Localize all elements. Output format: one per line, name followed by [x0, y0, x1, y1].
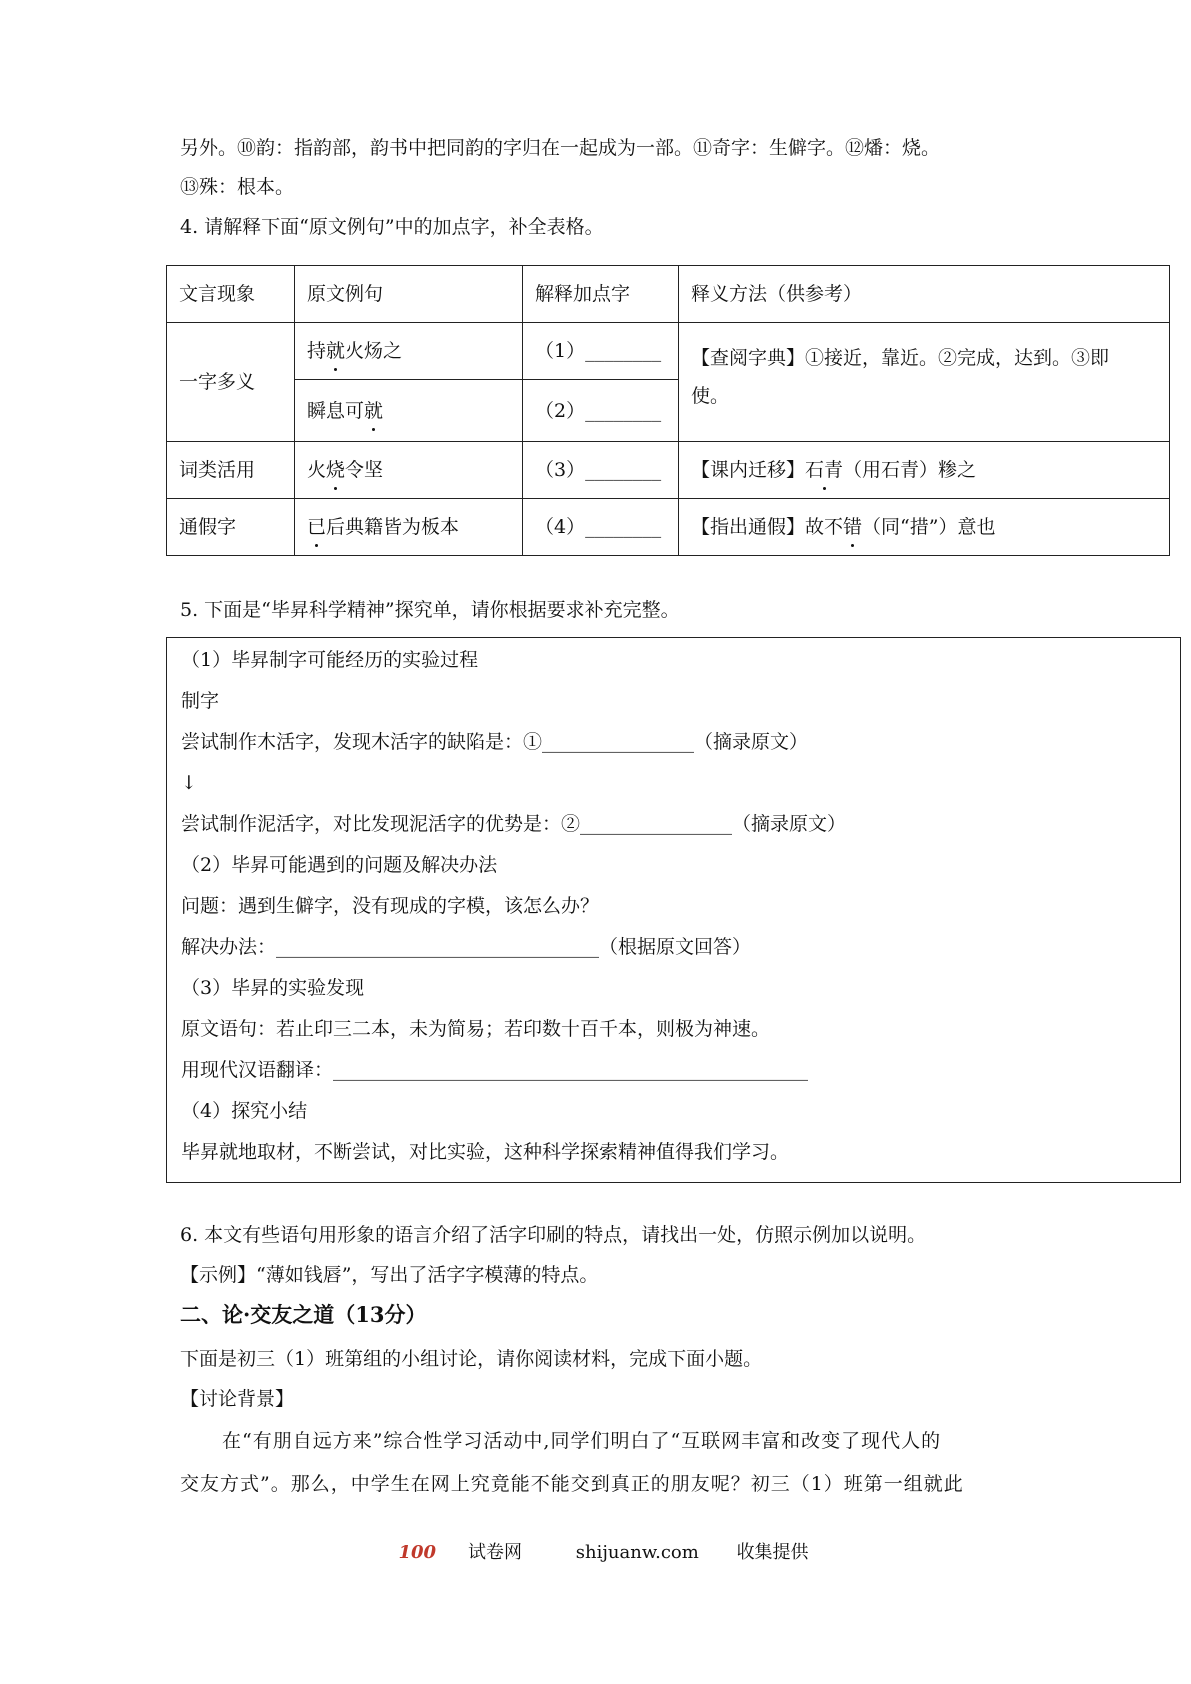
table-row — [167, 323, 1170, 380]
q5-worksheet-box — [166, 637, 1181, 1183]
question-6-prompt: 6. 本文有些语句用形象的语言介绍了活字印刷的特点，请找出一处，仿照示例加以说明。 — [180, 1224, 927, 1246]
site-domain: shijuanw.com — [575, 1542, 699, 1563]
header-cell: 释义方法（供参考） — [679, 266, 1170, 323]
category-cell: 一字多义 — [167, 323, 295, 442]
question-5-prompt: 5. 下面是“毕昇科学精神”探究单，请你根据要求补充完整。 — [180, 599, 680, 621]
logo-icon: 100 — [398, 1542, 437, 1563]
worksheet-line: 毕昇就地取材，不断尝试，对比实验，这种科学探索精神值得我们学习。 — [181, 1141, 790, 1163]
section-title: （2）毕昇可能遇到的问题及解决办法 — [181, 854, 498, 876]
example-cell: 持就火炀之 — [295, 323, 523, 380]
background-paragraph-line-1: 在“有朋自远方来”综合性学习活动中,同学们明白了“互联网丰富和改变了现代人的 — [222, 1430, 942, 1452]
dotted-char: 石青 — [805, 459, 844, 481]
method-cell: 【指出通假】故不错（同“措”）意也 — [679, 499, 1170, 556]
dotted-char: 就 — [364, 399, 384, 422]
worksheet-line: 原文语句：若止印三二本，未为简易；若印数十百千本，则极为神速。 — [181, 1018, 771, 1040]
answer-blank: （4）________ — [523, 499, 679, 556]
method-cell: 【课内迁移】石青（用石青）糁之 — [679, 442, 1170, 499]
example-cell: 瞬息可就 — [295, 380, 523, 442]
header-cell: 原文例句 — [295, 266, 523, 323]
table-row — [167, 442, 1170, 499]
section-title: （3）毕昇的实验发现 — [181, 977, 365, 999]
footer — [0, 1538, 1191, 1564]
worksheet-line: 尝试制作泥活字，对比发现泥活字的优势是：②________________（摘录原文） — [181, 813, 847, 835]
section-intro: 下面是初三（1）班第组的小组讨论，请你阅读材料，完成下面小题。 — [180, 1348, 763, 1370]
question-4-prompt: 4. 请解释下面“原文例句”中的加点字，补全表格。 — [180, 216, 604, 238]
table-header-row — [167, 266, 1170, 323]
category-cell: 通假字 — [167, 499, 295, 556]
dotted-char: 烧 — [326, 459, 346, 481]
answer-blank: （3）________ — [523, 442, 679, 499]
note-line-1: 另外。⑩韵：指韵部，韵书中把同韵的字归在一起成为一部。⑪奇字：生僻字。⑫燔：烧。 — [180, 137, 941, 159]
category-cell: 词类活用 — [167, 442, 295, 499]
example-line: 【示例】“薄如钱唇”，写出了活字字模薄的特点。 — [180, 1264, 599, 1286]
site-logo: 100 试卷网 — [398, 1542, 523, 1563]
footer-note: 收集提供 — [736, 1542, 809, 1563]
example-cell: 已后典籍皆为板本 — [295, 499, 523, 556]
down-arrow-icon: ↓ — [181, 772, 197, 794]
background-label: 【讨论背景】 — [180, 1388, 295, 1410]
section-heading: 二、论·交友之道（13分） — [180, 1302, 427, 1327]
answer-blank: （1）________ — [523, 323, 679, 380]
dotted-char: 已 — [307, 516, 327, 538]
worksheet-line: 解决办法：__________________________________（根据原文回答） — [181, 936, 752, 958]
answer-blank: （2）________ — [523, 380, 679, 442]
background-paragraph-line-2: 交友方式”。那么，中学生在网上究竟能不能交到真正的朋友呢？初三（1）班第一组就此 — [180, 1473, 964, 1495]
header-cell: 文言现象 — [167, 266, 295, 323]
worksheet-line: 问题：遇到生僻字，没有现成的字模，该怎么办？ — [181, 895, 600, 917]
example-cell: 火烧令坚 — [295, 442, 523, 499]
section-title: （4）探究小结 — [181, 1100, 308, 1122]
dotted-char: 错 — [843, 516, 863, 538]
method-cell: 【查阅字典】①接近，靠近。②完成，达到。③即 使。 — [679, 323, 1170, 442]
section-title: （1）毕昇制字可能经历的实验过程 — [181, 649, 479, 671]
worksheet-line: 尝试制作木活字，发现木活字的缺陷是：①________________（摘录原文） — [181, 731, 809, 753]
worksheet-line: 制字 — [181, 690, 220, 712]
header-cell: 解释加点字 — [523, 266, 679, 323]
q4-table — [166, 265, 1170, 556]
table-row — [167, 499, 1170, 556]
dotted-char: 就 — [326, 340, 346, 362]
worksheet-line: 用现代汉语翻译：__________________________________________________ — [181, 1059, 809, 1081]
note-line-2: ⑬殊：根本。 — [180, 176, 295, 198]
